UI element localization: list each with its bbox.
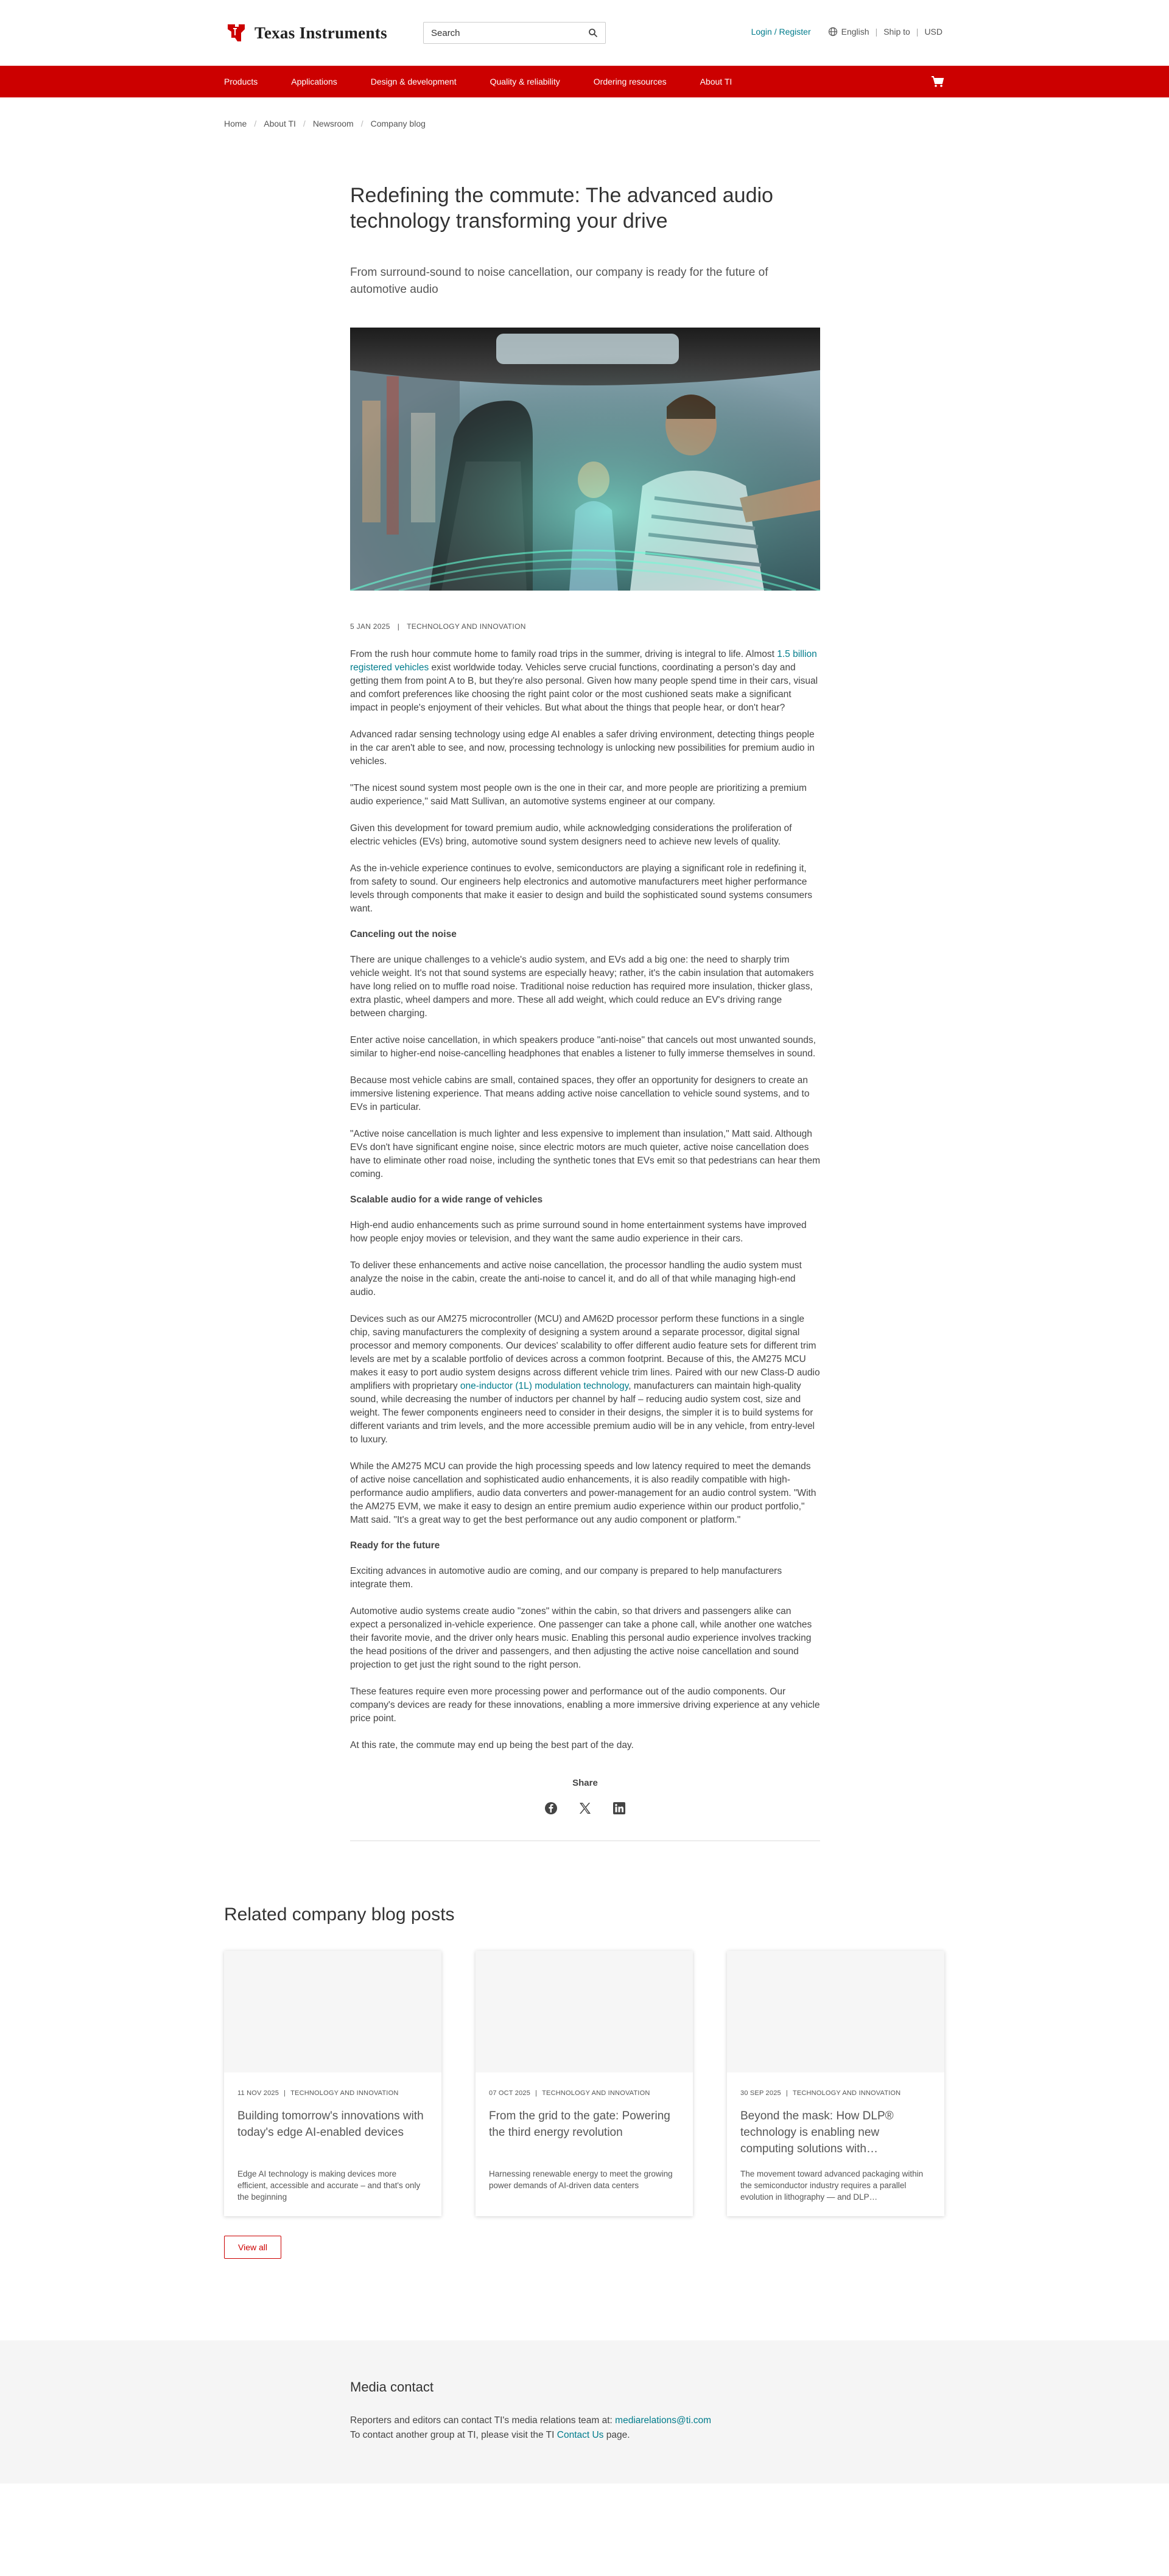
paragraph: Given this development for toward premium audio, while acknowledging considerations the proliferation of electric vehicles (EVs) bring, automotive sound system designers need to achieve new levels of quality.: [350, 823, 792, 847]
text: page.: [603, 2430, 630, 2440]
paragraph: Exciting advances in automotive audio are coming, and our company is prepared to help manufacturers integrate them.: [350, 1566, 782, 1590]
view-all-button[interactable]: View all: [224, 2236, 281, 2259]
article-date: 5 JAN 2025: [350, 622, 390, 631]
share-label: Share: [572, 1778, 598, 1788]
ship-to-selector[interactable]: Ship to: [883, 27, 910, 37]
login-register-link[interactable]: Login / Register: [751, 27, 811, 37]
paragraph: Enter active noise cancellation, in which speakers produce "anti-noise" that cancels out most unwanted sounds, similar to higher-end noise-cancelling headphones that enables a listener to fully immerse themselves in sound.: [350, 1035, 816, 1059]
breadcrumb-company-blog[interactable]: Company blog: [370, 119, 426, 128]
article-meta: [350, 622, 820, 631]
meta-divider: |: [535, 2090, 538, 2097]
main-nav: [0, 66, 1169, 97]
breadcrumb-newsroom[interactable]: Newsroom: [312, 119, 354, 128]
section-heading: Scalable audio for a wide range of vehicles: [350, 1195, 543, 1205]
utility-nav: [751, 27, 943, 37]
nav-item-applications[interactable]: Applications: [291, 77, 337, 86]
related-heading: Related company blog posts: [224, 1904, 455, 1925]
related-card[interactable]: [224, 1951, 441, 2216]
paragraph: "Active noise cancellation is much lighter and less expensive to implement than insulation," Matt said. Although EVs don't have significant engine noise, since electric motors are much quieter, active noise cancellation does have to eliminate other road noise, including the synthetic tones that EVs emit so that pedestrians can hear them coming.: [350, 1129, 821, 1179]
card-description: Edge AI technology is making devices more efficient, accessible and accurate – and that's only the beginning: [237, 2169, 421, 2202]
utility-divider: |: [875, 27, 878, 37]
card-description: Harnessing renewable energy to meet the growing power demands of AI-driven data centers: [489, 2169, 673, 2190]
card-date: 11 NOV 2025: [237, 2090, 279, 2097]
related-card[interactable]: [476, 1951, 693, 2216]
ti-logo-icon: [224, 21, 248, 45]
card-category: TECHNOLOGY AND INNOVATION: [290, 2090, 399, 2097]
breadcrumb: [0, 97, 1169, 134]
cart-icon[interactable]: [930, 74, 945, 89]
meta-divider: |: [785, 2090, 788, 2097]
text: Reporters and editors can contact TI's media relations team at:: [350, 2415, 616, 2426]
text: Devices such as our AM275 microcontroller (MCU) and AM62D processor perform these functions in a single chip, saving manufacturers the complexity of designing a system around a separate processor, digital signal processor and memory components. Our devices' scalability to offer different audio feature sets for different trim levels are met by a scalable portfolio of devices across a common footprint. Because of this, the AM275 MCU makes it easy to port audio system designs across different vehicle trim lines. Paired with our new Class-D audio amplifiers with proprietary: [350, 1314, 820, 1391]
paragraph: There are unique challenges to a vehicle's audio system, and EVs add a big one: the need to sharply trim vehicle weight. It's not that sound systems are especially heavy; rather, it's the cabin insulation that automakers have long relied on to muffle road noise. Traditional noise reduction has required more insulation, thicker glass, extra plastic, wheel dampers and more. These all add weight, which could reduce an EV's driving range between charging.: [350, 955, 814, 1019]
card-date: 07 OCT 2025: [489, 2090, 531, 2097]
share-icons: [350, 1802, 820, 1815]
nav-item-design-development[interactable]: Design & development: [370, 77, 457, 86]
breadcrumb-separator: /: [360, 119, 363, 128]
search-icon[interactable]: [588, 28, 598, 38]
language-selector[interactable]: English: [841, 27, 869, 37]
paragraph: Automotive audio systems create audio "zones" within the cabin, so that drivers and passengers alike can expect a personalized in-vehicle experience. One passenger can take a phone call, while another one watches their favorite movie, and the driver only hears music. Enabling this personal audio experience involves tracking the head positions of the driver and passengers, and then adjusting the active noise cancellation and sound projection to get just the right sound to the right person.: [350, 1606, 812, 1670]
card-meta: [489, 2090, 693, 2097]
search-box[interactable]: [423, 22, 606, 44]
card-category: TECHNOLOGY AND INNOVATION: [542, 2090, 650, 2097]
breadcrumb-separator: /: [303, 119, 306, 128]
x-icon[interactable]: [578, 1802, 592, 1815]
car-interior-illustration: [350, 328, 820, 591]
registered-vehicles-link[interactable]: 1.5 billion registered vehicles: [350, 649, 817, 673]
article-body: [350, 648, 820, 1752]
utility-divider: |: [916, 27, 919, 37]
article-subhead: From surround-sound to noise cancellation, our company is ready for the future of automotive audio: [350, 266, 768, 296]
paragraph: To deliver these enhancements and active noise cancellation, the processor handling the audio system must analyze the noise in the cabin, create the anti-noise to cancel it, and do all of that while managing high-end audio.: [350, 1260, 802, 1297]
media-email-link[interactable]: mediarelations@ti.com: [615, 2415, 712, 2426]
media-line: [350, 2428, 1169, 2443]
media-heading: Media contact: [350, 2379, 434, 2395]
paragraph: Because most vehicle cabins are small, contained spaces, they offer an opportunity for designers to create an immersive listening experience. That means adding active noise cancellation to vehicle sound systems, and to EVs in particular.: [350, 1075, 810, 1112]
text: To contact another group at TI, please visit the TI: [350, 2430, 557, 2440]
section-heading: Ready for the future: [350, 1540, 440, 1551]
breadcrumb-separator: /: [254, 119, 257, 128]
hero-image: [350, 328, 820, 591]
card-meta: [740, 2090, 944, 2097]
related-posts: [224, 1904, 945, 2259]
ti-logo[interactable]: [224, 21, 387, 45]
paragraph: Advanced radar sensing technology using edge AI enables a safer driving environment, detecting things people in the car aren't able to see, and now, processing technology is unlocking new possibilities for premium audio in vehicles.: [350, 729, 815, 767]
card-thumbnail: [727, 1951, 944, 2072]
article: [350, 183, 820, 1841]
nav-item-quality-reliability[interactable]: Quality & reliability: [490, 77, 560, 86]
media-contact: [0, 2340, 1169, 2483]
media-line: [350, 2413, 1169, 2428]
card-category: TECHNOLOGY AND INNOVATION: [792, 2090, 901, 2097]
card-thumbnail: [224, 1951, 441, 2072]
breadcrumb-home[interactable]: Home: [224, 119, 247, 128]
nav-item-about-ti[interactable]: About TI: [700, 77, 732, 86]
one-inductor-modulation-link[interactable]: one-inductor (1L) modulation technology: [460, 1381, 629, 1391]
card-meta: [237, 2090, 441, 2097]
globe-icon: [828, 27, 838, 37]
share-section: [350, 1778, 820, 1815]
brand-name: Texas Instruments: [255, 23, 387, 42]
site-header: [0, 0, 1169, 66]
search-input[interactable]: [431, 28, 588, 38]
card-thumbnail: [476, 1951, 693, 2072]
paragraph: High-end audio enhancements such as prime surround sound in home entertainment systems have improved how people enjoy movies or television, and they want the same audio experience in their cars.: [350, 1220, 807, 1244]
linkedin-icon[interactable]: [613, 1802, 626, 1815]
text: exist worldwide today. Vehicles serve crucial functions, coordinating a person's day and getting them from point A to B, but they're also personal. Given how many people spend time in their cars, visual and comfort preferences like choosing the right paint color or the most cushioned seats make a significant impact in people's enjoyment of their vehicles. But what about the things that people hear, or don't hear?: [350, 662, 818, 713]
paragraph: [350, 648, 820, 715]
related-card[interactable]: [727, 1951, 944, 2216]
related-cards: [224, 1951, 945, 2216]
nav-item-products[interactable]: Products: [224, 77, 258, 86]
paragraph: At this rate, the commute may end up being the best part of the day.: [350, 1740, 634, 1750]
paragraph: These features require even more processing power and performance out of the audio components. Our company's devices are ready for these innovations, enabling a more immersive driving experience at any vehicle price point.: [350, 1686, 820, 1724]
paragraph: As the in-vehicle experience continues to evolve, semiconductors are playing a significant role in redefining it, from safety to sound. Our engineers help electronics and automotive manufacturers meet higher performance levels through components that make it easier to design and build the sophisticated sound systems consumers want.: [350, 863, 813, 914]
breadcrumb-about-ti[interactable]: About TI: [264, 119, 296, 128]
nav-item-ordering-resources[interactable]: Ordering resources: [593, 77, 667, 86]
facebook-icon[interactable]: [544, 1802, 558, 1815]
card-date: 30 SEP 2025: [740, 2090, 781, 2097]
text: , manufacturers can maintain high-quality sound, while decreasing the number of inductors per channel by half – reducing audio system cost, size and weight. The fewer components engineers need to consider in their designs, the simpler it is to build systems for different variants and trim levels, and the more accessible premium audio will be in any vehicle, from entry-level to luxury.: [350, 1381, 815, 1445]
article-category[interactable]: TECHNOLOGY AND INNOVATION: [407, 622, 526, 631]
meta-divider: |: [397, 622, 400, 631]
currency-selector[interactable]: USD: [924, 27, 943, 37]
contact-us-link[interactable]: Contact Us: [556, 2430, 604, 2440]
card-title[interactable]: Building tomorrow's innovations with today's edge AI-enabled devices: [237, 2110, 424, 2139]
paragraph: [350, 1313, 820, 1447]
text: From the rush hour commute home to family road trips in the summer, driving is integral to life. Almost: [350, 649, 778, 659]
paragraph: "The nicest sound system most people own is the one in their car, and more people are prioritizing a premium audio experience," said Matt Sullivan, an automotive systems engineer at our company.: [350, 783, 807, 807]
paragraph: While the AM275 MCU can provide the high processing speeds and low latency required to meet the demands of active noise cancellation and sophisticated audio enhancements, it is also readily compatible with high-performance audio amplifiers, audio data converters and power-management for an audio control system. "With the AM275 EVM, we make it easy to design an entire premium audio experience within our product portfolio," Matt said. "It's a great way to get the best performance out any audio component or platform.": [350, 1461, 816, 1525]
card-title[interactable]: From the grid to the gate: Powering the third energy revolution: [489, 2110, 670, 2139]
article-title: Redefining the commute: The advanced audio technology transforming your drive: [350, 184, 773, 233]
card-description: The movement toward advanced packaging within the semiconductor industry requires a parallel evolution in lithography — and DLP…: [740, 2169, 924, 2202]
section-heading: Canceling out the noise: [350, 929, 457, 939]
meta-divider: |: [284, 2090, 286, 2097]
card-title[interactable]: Beyond the mask: How DLP® technology is enabling new computing solutions with…: [740, 2110, 894, 2155]
